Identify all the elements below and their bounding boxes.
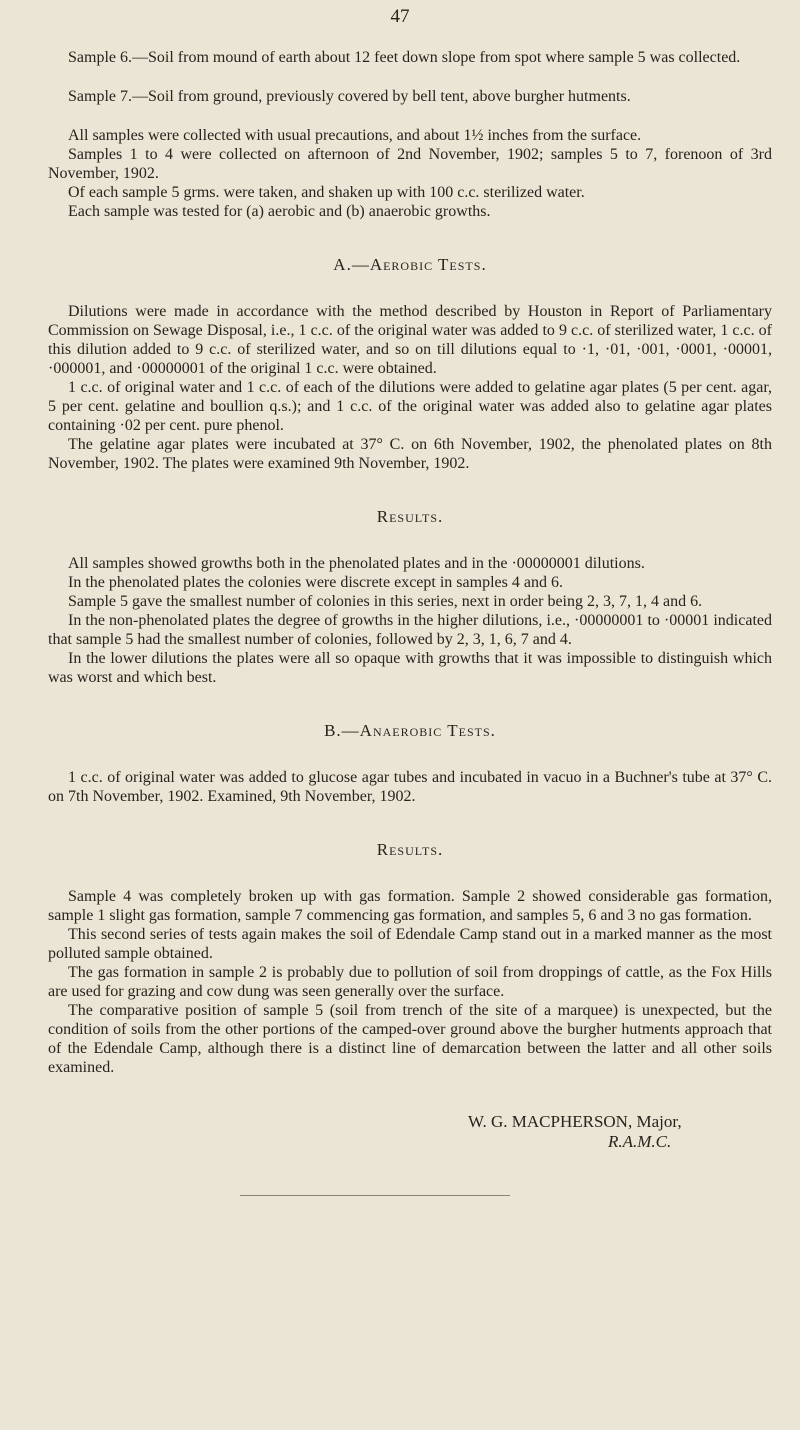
section-heading-anaerobic: B.—Anaerobic Tests. bbox=[324, 721, 496, 740]
aerobic-section bbox=[48, 302, 772, 473]
aerobic-results bbox=[48, 554, 772, 687]
document-body bbox=[48, 48, 772, 1151]
paragraph: This second series of tests again makes the soil of Edendale Camp stand out in a marked manner as the most polluted sample obtained. bbox=[48, 926, 772, 962]
anaerobic-results bbox=[48, 887, 772, 1077]
paragraph: Sample 6.—Soil from mound of earth about 12 feet down slope from spot where sample 5 was collected. bbox=[68, 49, 741, 66]
paragraph: In the phenolated plates the colonies were discrete except in samples 4 and 6. bbox=[68, 574, 563, 591]
section-heading-aerobic: A.—Aerobic Tests. bbox=[333, 255, 487, 274]
collection-notes bbox=[48, 126, 772, 221]
paragraph: All samples showed growths both in the phenolated plates and in the ·00000001 dilutions. bbox=[68, 555, 645, 572]
paragraph: In the non-phenolated plates the degree of growths in the higher dilutions, i.e., ·00000001 to ·00001 indicated that sample 5 had the smallest number of colonies, followed by 2, 3, 1, 6, 7 and 4. bbox=[48, 612, 772, 648]
paragraph: Dilutions were made in accordance with the method described by Houston in Report of Parliamentary Commission on Sewage Disposal, i.e., 1 c.c. of the original water was added to 9 c.c. of sterilized water, 1 c.c. of this dilution added to 9 c.c. of sterilized water, and so on till dilutions equal to ·1, ·01, ·001, ·0001, ·00001, ·000001, and ·00000001 of the original 1 c.c. were obtained. bbox=[48, 303, 772, 377]
sample-7-block bbox=[48, 87, 772, 106]
section-heading-results: Results. bbox=[376, 507, 444, 526]
paragraph: 1 c.c. of original water was added to glucose agar tubes and incubated in vacuo in a Buchner's tube at 37° C. on 7th November, 1902. Examined, 9th November, 1902. bbox=[48, 769, 772, 805]
signature-name: W. G. MACPHERSON, Major, bbox=[468, 1112, 682, 1131]
section-heading-results: Results. bbox=[376, 840, 444, 859]
paragraph: Of each sample 5 grms. were taken, and shaken up with 100 c.c. sterilized water. bbox=[68, 184, 585, 201]
paragraph: In the lower dilutions the plates were all so opaque with growths that it was impossible to distinguish which was worst and which best. bbox=[48, 650, 772, 686]
paragraph: Sample 5 gave the smallest number of colonies in this series, next in order being 2, 3, 7, 1, 4 and 6. bbox=[68, 593, 703, 610]
anaerobic-section bbox=[48, 768, 772, 806]
closing-rule bbox=[240, 1195, 510, 1196]
paragraph: The gas formation in sample 2 is probably due to pollution of soil from droppings of cattle, as the Fox Hills are used for grazing and cow dung was seen generally over the surface. bbox=[48, 964, 772, 1000]
paragraph: All samples were collected with usual precautions, and about 1½ inches from the surface. bbox=[68, 127, 642, 144]
sample-descriptions bbox=[48, 48, 772, 67]
paragraph: Sample 7.—Soil from ground, previously covered by bell tent, above burgher hutments. bbox=[68, 88, 631, 105]
signature-rank: R.A.M.C. bbox=[608, 1132, 672, 1151]
paragraph: The comparative position of sample 5 (soil from trench of the site of a marquee) is unexpected, but the condition of soils from the other portions of the camped-over ground above the burgher hutments approach that of the Edendale Camp, although there is a distinct line of demarcation between the latter and all other soils examined. bbox=[48, 1002, 772, 1076]
paragraph: Sample 4 was completely broken up with gas formation. Sample 2 showed considerable gas formation, sample 1 slight gas formation, sample 7 commencing gas formation, and samples 5, 6 and 3 no gas formation. bbox=[48, 888, 772, 924]
paragraph: Samples 1 to 4 were collected on afternoon of 2nd November, 1902; samples 5 to 7, forenoon of 3rd November, 1902. bbox=[48, 146, 772, 182]
paragraph: Each sample was tested for (a) aerobic and (b) anaerobic growths. bbox=[68, 203, 491, 220]
paragraph: The gelatine agar plates were incubated at 37° C. on 6th November, 1902, the phenolated plates on 8th November, 1902. The plates were examined 9th November, 1902. bbox=[48, 436, 772, 472]
paragraph: 1 c.c. of original water and 1 c.c. of each of the dilutions were added to gelatine agar plates (5 per cent. agar, 5 per cent. gelatine and boullion q.s.); and 1 c.c. of the original water was added also to gelatine agar plates containing ·02 per cent. pure phenol. bbox=[48, 379, 772, 434]
page-number: 47 bbox=[390, 6, 410, 27]
